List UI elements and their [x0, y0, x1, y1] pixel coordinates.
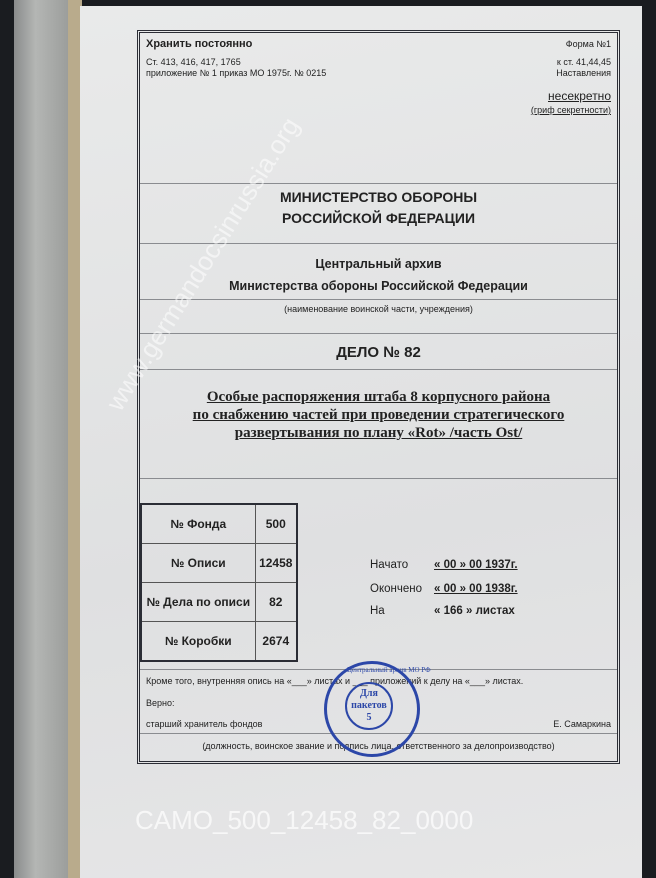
stamp-center-1: Для [360, 688, 378, 699]
box-value: 2674 [255, 622, 297, 662]
fond-label: № Фонда [141, 504, 255, 544]
delo-value: 82 [255, 583, 297, 622]
article-ref: к ст. 41,44,45 [556, 57, 611, 67]
file-code: CAMO_500_12458_82_0000 [135, 805, 474, 835]
secrecy: несекретно [548, 89, 611, 103]
archive-stamp [324, 661, 431, 757]
manual: Наставления [556, 68, 611, 78]
keep-label: Хранить постоянно [146, 38, 253, 50]
ministry-line1: МИНИСТЕРСТВО ОБОРОНЫ [279, 189, 478, 205]
case-desc-3: развертывания по плану «Rot» /часть Ost/ [234, 425, 523, 441]
divider [140, 299, 617, 300]
case-desc-2: по снабжению частей при проведении стратегического [192, 407, 565, 423]
stamp-center-2: пакетов [351, 700, 387, 711]
divider [140, 369, 617, 370]
archive-line2: Министерства обороны Российской Федерации [229, 279, 528, 293]
opis-value: 12458 [255, 544, 297, 583]
case-title: ДЕЛО № 82 [336, 344, 421, 361]
form-number: Форма №1 [565, 39, 611, 49]
extra-inventory: Кроме того, внутренняя опись на «___» листах и ___ приложений к делу на «___» листах. [146, 676, 524, 686]
box-label: № Коробки [141, 622, 255, 662]
binding-strip [14, 0, 68, 878]
archive-label: (наименование воинской части, учреждения) [284, 304, 473, 314]
delo-label: № Дела по описи [141, 583, 255, 622]
cover-frame [137, 30, 620, 764]
stamp-center-3: 5 [366, 712, 372, 723]
stamp-ring-text: Центральный архив МО РФ [347, 666, 431, 674]
secrecy-label: (гриф секретности) [530, 105, 611, 115]
table-row [141, 504, 297, 544]
position: старший хранитель фондов [146, 719, 263, 729]
case-desc-1: Особые распоряжения штаба 8 корпусного района [206, 389, 551, 405]
table-row [141, 544, 297, 583]
start-label: Начато [370, 559, 409, 571]
case-info-table [140, 503, 298, 662]
end-label: Окончено [370, 583, 422, 595]
keeper-name: Е. Самаркина [553, 719, 611, 729]
verified: Верно: [146, 698, 175, 708]
end-date: « 00 » 00 1938г. [434, 583, 518, 595]
order: приложение № 1 приказ МО 1975г. № 0215 [146, 68, 327, 78]
articles: Ст. 413, 416, 417, 1765 [146, 57, 241, 67]
start-date: « 00 » 00 1937г. [434, 559, 518, 571]
watermark: www.germandocsinrussia.org [100, 112, 306, 416]
responsible-label: (должность, воинское звание и подпись лица, ответственного за делопроизводство) [202, 741, 555, 751]
divider [140, 183, 617, 184]
table-row [141, 583, 297, 622]
fond-value: 500 [255, 504, 297, 544]
sheets-label: На [370, 605, 385, 617]
divider [140, 333, 617, 334]
ministry-line2: РОССИЙСКОЙ ФЕДЕРАЦИИ [281, 210, 476, 226]
opis-label: № Описи [141, 544, 255, 583]
sheets-count: « 166 » листах [434, 605, 515, 617]
divider [140, 478, 617, 479]
archive-line1: Центральный архив [315, 257, 442, 271]
table-row [141, 622, 297, 662]
